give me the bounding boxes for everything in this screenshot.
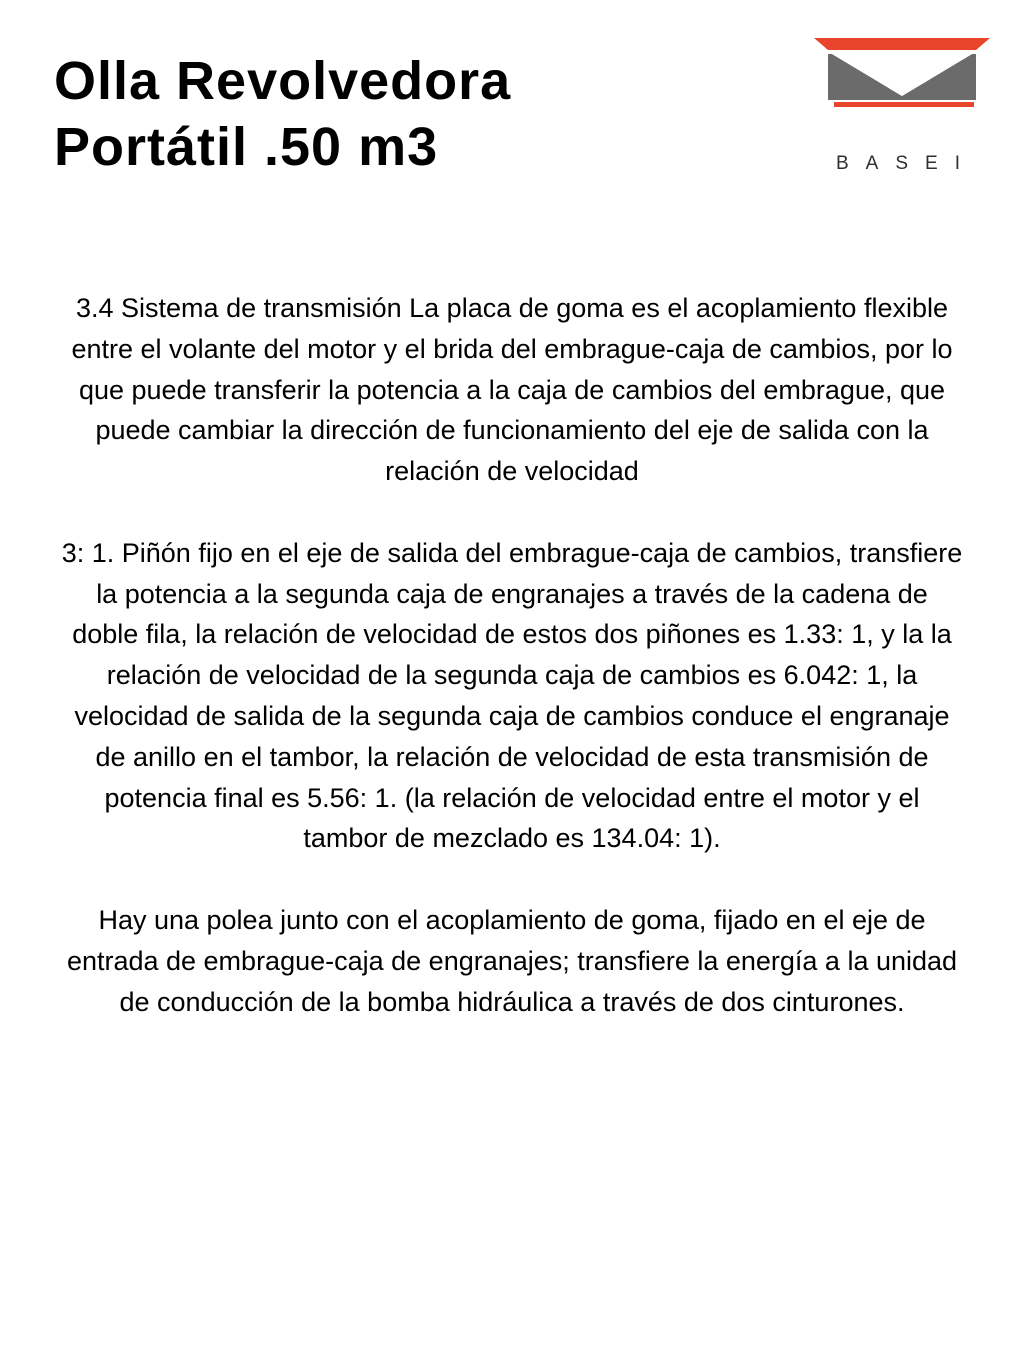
basei-logo (814, 38, 990, 174)
slide-title-line-2: Portátil .50 m3 (54, 117, 439, 177)
basei-chevron-logo-icon (814, 38, 990, 142)
slide-title-line-1: Olla Revolvedora (54, 51, 512, 111)
paragraph-3: Hay una polea junto con el acoplamiento de goma, fijado en el eje de entrada de embrague-caja de engranajes; transfiere la energía a la unidad de conducción de la bomba hidráulica a través de dos cinturones. (66, 904, 958, 1017)
paragraph-2: 3: 1. Piñón fijo en el eje de salida del embrague-caja de cambios, transfiere la potencia a la segunda caja de engranajes a través de la cadena de doble fila, la relación de velocidad de estos dos piñones es 1.33: 1, y la la relación de velocidad de la segunda caja de cambios es 6.042: 1, la velocidad de salida de la segunda caja de cambios conduce el engranaje de anillo en el tambor, la relación de velocidad de esta transmisión de potencia final es 5.56: 1. (la relación de velocidad entre el motor y el tambor de mezclado es 134.04: 1). (61, 537, 963, 854)
logo-red-underline (834, 102, 974, 107)
body-text (60, 288, 964, 1063)
logo-text: BASEI (836, 153, 977, 174)
slide-title (54, 48, 754, 180)
paragraph-1: 3.4 Sistema de transmisión La placa de goma es el acoplamiento flexible entre el volante del motor y el brida del embrague-caja de cambios, por lo que puede transferir la potencia a la caja de cambios del embrague, que puede cambiar la dirección de funcionamiento del eje de salida con la relación de velocidad (71, 293, 953, 487)
logo-red-band (814, 38, 990, 50)
